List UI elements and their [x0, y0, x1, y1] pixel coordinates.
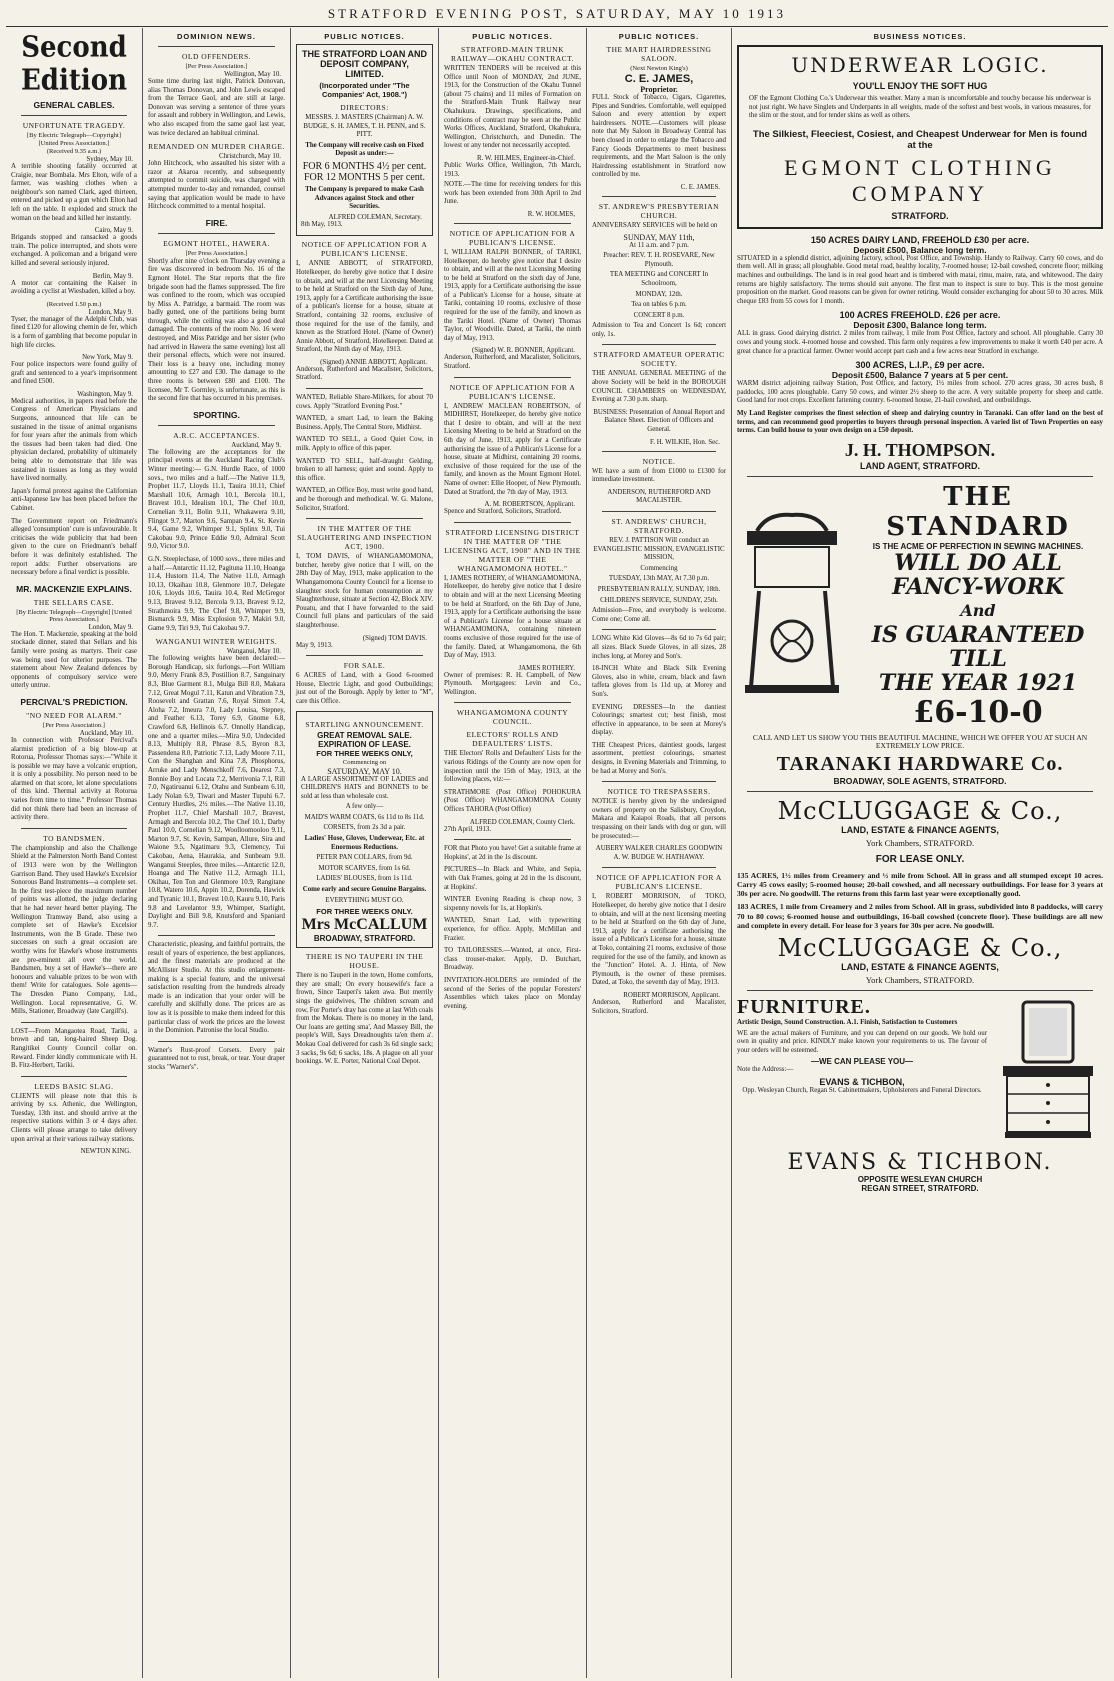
article-heading: REMANDED ON MURDER CHARGE.	[148, 142, 285, 152]
divider	[306, 518, 423, 519]
poem-heading: THERE IS NO TAUPERI IN THE HOUSE.	[305, 952, 424, 971]
received-time: (Received 1.50 p.m.)	[46, 300, 102, 308]
column-public-notices-3	[586, 28, 731, 1678]
company-place: STRATFORD.	[891, 210, 949, 221]
article-text: Tyser, the manager of the Adelphi Club, was fined £120 for allowing chemin de fer, which is a form of gambling that become popular in high life circles.	[11, 315, 137, 349]
ad-subtitle: IS THE ACME OF PERFECTION IN SEWING MACHINES.	[872, 541, 1084, 551]
notice-heading: NOTICE OF APPLICATION FOR A PUBLICAN'S LICENSE.	[301, 240, 428, 259]
egmont-clothing-ad	[737, 45, 1103, 229]
farm-text: SITUATED in a splendid district, adjoining factory, school, Post Office, and Township. Handy to Railway. Carry 60 cows, and do them well. All in grass; all ploughable. Good metal road, healthy locality, 7-roomed house; 12-bail cowshed, concrete floor; milking machines and outbuildings. The land is in real good heart and is timbered with matai, rimu, maire, rata, and whitewood. The dairy returns are highly satisfactory. The terms should suit anyone. The first man to inspect is sure to buy. This is the most genuine proposition on the market. Good reasons can be given for owner retiring. Would consider exchanging for about 50 to 30 acres. Milk cheque £83 from 55 cows for 1 month.	[737, 254, 1103, 305]
column-business-notices	[731, 28, 1108, 1678]
loan-company-ad	[296, 44, 433, 236]
article-heading: LEEDS BASIC SLAG.	[34, 1081, 114, 1091]
column-header: BUSINESS NOTICES.	[873, 32, 967, 41]
farm-heading: 150 ACRES DAIRY LAND, FREEHOLD £30 per acre.	[810, 234, 1030, 245]
divider	[602, 451, 716, 452]
ad-text: PETER PAN COLLARS, from 9d.	[316, 854, 413, 862]
notice-heading: FOR SALE.	[343, 661, 386, 671]
ad-text: CALL AND LET US SHOW YOU THIS BEAUTIFUL MACHINE, WHICH WE OFFER YOU AT SUCH AN EXTREMELY LOW PRICE.	[752, 732, 1088, 751]
agent-title: LAND AGENT, STRATFORD.	[860, 460, 980, 471]
signature: ROBERT MORRISON, Applicant.	[623, 991, 720, 999]
solicitors: Anderson, Rutherford, and Macalister, Solicitors, Stratford.	[444, 354, 581, 371]
divider	[158, 46, 275, 47]
notice-date: 27th April, 1913.	[444, 825, 492, 833]
signature: ALFRED COLEMAN, Secretary.	[328, 213, 422, 221]
notice-text: THE ANNUAL GENERAL MEETING of the above Society will be held in the BOROUGH COUNCIL CHAMBERS on WEDNESDAY, Evening at 7.30 p.m. sharp.	[592, 370, 726, 404]
ad-name: EVANS & TICHBON,	[819, 1077, 905, 1088]
cables-heading: GENERAL CABLES.	[33, 100, 115, 110]
ad-heading: EXPIRATION OF LEASE.	[318, 739, 411, 749]
standard-sewing-ad	[737, 482, 1103, 730]
ad-text: EVERYTHING MUST GO.	[325, 896, 404, 904]
ad-heading: FOR THREE WEEKS ONLY,	[316, 748, 413, 758]
notice-text: 6 ACRES of Land, with a Good 6-roomed House, Electric Light, and good Outbuildings; just out of the Borough. Apply by letter to "M", care this Office.	[296, 672, 433, 705]
notice-text: I, ANDREW MACLEAN ROBERTSON, of MIDHIRST, Hotelkeeper, do hereby give notice that I desire to obtain, and will at the next Licensing Meeting to be held at Stratford on the 6th day of June, 1913, apply for a Certificate authorising the issue of a Publican's License for a house, situate at Midhirst, containing 20 rooms, exclusive of those required for the use of the family, and known as the Mount Egmont Hotel. Name of owner: Ellie Hooper, of New Plymouth. Dated at Stratford, the 7th day of May, 1913.	[444, 402, 581, 496]
dateline: Cairo, May 9.	[94, 227, 133, 235]
notice-heading: ST. ANDREW'S PRESBYTERIAN CHURCH.	[598, 201, 720, 220]
edition-title: Second Edition	[20, 31, 127, 97]
dateline: Wellington, May 10.	[224, 71, 281, 78]
notice-text: Owner of premises: R. H. Campbell, of New Plymouth. Mortgagees: Levin and Co., Wellington.	[444, 671, 581, 696]
notice-text: I, ROBERT MORRISON, of TOKO, Hotelkeeper, do hereby give notice that I desire to obtain, and will at the next licensing meeting to be held at Stratford on the 6th day of June, 1913, apply for a certificate authorising the issue of a Publican's License for a house, situate at Toko, containing 21 rooms, exclusive of those required for the use of the family, and known as the "Junction" Hotel. A. J. Hinta, of New Plymouth, is the owner of these premises. Dated, at Toko, the seventh day of May, 1913.	[592, 893, 726, 987]
article-text: The Hon. T. Mackenzie, speaking at the bold stockade dinner, stated that Sellars and his family were posing as martyrs. Their case was being used for ulterior purposes. The statement about New Zealand defences by opponents of compulsory service were utterly untrue.	[11, 630, 137, 690]
ad-name: C. E. JAMES,	[624, 73, 694, 85]
column-header: DOMINION NEWS.	[177, 32, 256, 41]
furniture-text-block	[737, 996, 987, 1146]
notice-text: THE Electors' Rolls and Defaulters' Lists for the various Ridings of the County are now open for inspection until the 15th of May, 1913, at the following places, viz:—	[444, 750, 581, 784]
dressing-table-icon	[993, 996, 1103, 1146]
article-heading: UNFORTUNATE TRAGEDY.	[22, 121, 126, 130]
ad-text: Note the Address:—	[737, 1066, 794, 1074]
rate-line: FOR 6 MONTHS 4½ per cent.	[302, 160, 427, 172]
agent-address: York Chambers, STRATFORD.	[865, 837, 975, 848]
ad-text: MOTOR SCARVES, from 1s 6d.	[318, 864, 411, 872]
lease-heading: FOR LEASE ONLY.	[875, 853, 965, 865]
ad-text: WE are the actual makers of Furniture, and you can depend on our goods. We hold our own in quality and price. KINDLY make known your requirements to us. The favour of your orders will be esteemed.	[737, 1029, 987, 1054]
article-text: CLIENTS will please note that this is arriving by s.s. Athenic, due Wellington, Tuesday, 13th inst. and should arrive at the respective stations within 3 or 4 days after. Clients will please arrange to take delivery upon arrival at their various railway stations.	[11, 1092, 137, 1143]
article-text: A motor car containing the Kaiser in avoiding a cyclist at Wiesbaden, killed a boy.	[11, 279, 137, 296]
byline: [By Electric Telegraph—Copyright]	[26, 132, 121, 139]
classified-ad: WANTED, Smart Lad, with typewriting experience, for office. Apply, McMillan and Frazier.	[444, 917, 581, 942]
ad-price: £6-10-0	[913, 694, 1043, 730]
signature: (Signed) TOM DAVIS.	[362, 634, 427, 642]
article-text: Some time during last night, Patrick Donovan, alias Thomas Donovan, and John Lewis escaped from the Terrace Gaol, and are still at large. Donovan was serving a sentence of three years for assault and robbery in Wellington, and Lewis, who also escaped from the same gaol last year, was twice declared an habitual criminal.	[148, 78, 285, 137]
solicitors: Anderson, Rutherford and Macalister, Solicitors, Stratford.	[296, 365, 433, 382]
article-text: Four police inspectors were found guilty of graft and sentenced to a year's imprisonment and fined £500.	[11, 361, 137, 386]
divider	[21, 1076, 127, 1077]
ad-text: OF the Egmont Clothing Co.'s Underwear this weather. Many a man is uncomfortable and touchy because his underwear is not just right. We have Singlets and Underpants in all weights, made of the softest and best wools, in various measures, for the slim or the stout, and for tender skins as well as others.	[749, 95, 1091, 120]
ad-date: 8th May, 1913.	[301, 220, 343, 228]
agent-title: LAND, ESTATE & FINANCE AGENTS,	[841, 824, 999, 835]
classified-ad: TO TAILORESSES.—Wanted, at once, First-class trouser-maker. Apply, D. Butchart, Broadway.	[444, 947, 581, 972]
ad-date: SATURDAY, MAY 10.	[327, 766, 402, 776]
notice-date: SUNDAY, MAY 11th,	[623, 232, 695, 242]
ad-script-text: WILL DO ALL	[894, 549, 1062, 576]
ad-text: The Company is prepared to make Cash Advances against Stock and other Securities.	[305, 185, 424, 211]
ad-script-text: And	[960, 600, 996, 620]
sewing-machine-icon	[737, 511, 847, 701]
divider	[602, 344, 716, 345]
dateline: New York, May 9.	[82, 354, 133, 362]
notice-text: ANNIVERSARY SERVICES will be held on	[592, 221, 718, 229]
classified-ad: PICTURES—In Black and White, and Sepia, with Oak Frames, going at 2d in the 1s discount, at Hopkins'.	[444, 866, 581, 891]
ad-text: (Next Newton King's)	[630, 65, 688, 72]
notice-text: At 11 a.m. and 7 p.m.	[629, 241, 689, 249]
ad-address: Opp. Wesleyan Church, Regan St. Cabinetmakers, Upholsterers and Funeral Directors.	[742, 1087, 982, 1095]
received-time: (Received 9.35 a.m.)	[46, 148, 102, 155]
wanted-ad: WANTED, Reliable Share-Milkers, for about 70 cows. Apply "Stratford Evening Post."	[296, 394, 433, 410]
notice-text: Commencing	[640, 564, 678, 572]
agent-title: LAND, ESTATE & FINANCE AGENTS,	[841, 962, 999, 973]
divider	[454, 522, 571, 523]
divider	[21, 115, 127, 116]
ad-subtitle: (Incorporated under "The Companies' Act, 1908.")	[319, 81, 410, 99]
notice-heading: STRATFORD LICENSING DISTRICT IN THE MATTER OF "THE LICENSING ACT, 1908" AND IN THE MATTER OF "THE WHANGAMOMONA HOTEL."	[444, 527, 581, 573]
divider	[747, 791, 1093, 792]
farm-heading: 100 ACRES FREEHOLD. £26 per acre.	[839, 310, 1001, 321]
signature: (Signed) W. R. BONNER, Applicant.	[472, 347, 575, 355]
divider	[21, 1022, 127, 1023]
notice-text: MONDAY, 12th.	[635, 290, 683, 298]
notice-text: WRITTEN TENDERS will be received at this Office until Noon of MONDAY, 2nd JUNE, 1913, for the Construction of the Okahu Tunnel (about 75 chains) and 11 miles of Formation on the Stratford-Main Trunk Railway near Okahukura. Drawings, specifications, and conditions of contract may be seen at the Public Works Offices, Auckland, Stratford, Okahukura, Wellington, Christchurch, and Dunedin. The lowest or any tender not necessarily accepted.	[444, 65, 581, 150]
signature: A. M. ROBERTSON, Applicant.	[484, 501, 575, 509]
notice-places: STRATHMORE (Post Office) POHOKURA (Post Office) WHANGAMOMONA County Offices TAHORA (Post Office)	[444, 788, 581, 814]
dateline: Auckland, May 10.	[79, 729, 133, 737]
article-subheading: "NO NEED FOR ALARM."	[26, 710, 122, 720]
furniture-ad	[737, 996, 1103, 1146]
notice-heading: NOTICE OF APPLICATION FOR A PUBLICAN'S LICENSE.	[449, 228, 576, 247]
article-text: The following weights have been declared:— Borough Handicap, six furlongs.—Fort William 9.0, Merry Frank 8.9, Postillion 8.7, Sanguinary 8.3, Blue Garment 8.1, Mulga Bill 8.0, Makara 7.12, Great Mogul 7.11, Katun and Vibration 7.9, Roosevelt and Grattan 7.6, Royal Simon 7.4, Aloha 7.2, Imeura 7.0, Lady Louisa, Stepney, and Feather 6.13, Torey 6.9, Gnome 6.8, Crawford 6.8, Hellinois 6.7. Onnolly Handicap, one and a quarter miles.—Mira 9.0, Undecided 8.13, Multiply 8.8, Phrase 8.5, Byron 8.3, Passendena 8.0, Patriotic 7.13, Lady Moore 7.11, Con the Shanghan and Kina 7.8, Phosphorus, Arruke and Lady Menschkoff 7.6, Dearest 7.3, Bonnie Boy and Locata 7.2, Merrivonia 7.1, Rill 7.0, Ngatiruanui 6.12, Otahu and Sunbeam 6.10, Lady Nolan 6.9, Tiwari and Master Tupuhi 6.7. Century Hurdles, 2½ miles.—The Native 11.10, Prophet 11.7, Chief Marshall 10.7, Bravest, Armagh and Bercola 10.2, The Chef 10.1, Darby Paul 10.0, Cornelian 9.12, Woolloomooloo 9.11, Marton 9.7, St. Kevin, Sampan, Allure, Sira and Waione 9.5, Ngatimaru 9.3, Clemency, Tui Cakobau, Aena, Haurakia, and Sunbeam 9.0. Wanganui Steeples, three miles.—Antarctic 12.0, Hoanga and The Native 11.2, Armagh 11.1, Okihau, Ten Ton and Glenmore 10.9, Rangitane 10.8, Watero 10.6, Appin 10.2, Dorenda, Hawick and Tyranic 10.1, Bravest 10.0, Kauru 9.10, Paris 9.8 and Lovelantor 9.9, Whimper, Starlight, Daylight and Bill 9.8, Knutsford and Spaniard 9.7.	[148, 655, 285, 929]
article-text: Brigands stopped and ransacked a goods train. The police interrupted, and shots were exchanged. A policeman and a brigand were killed and several seriously injured.	[11, 234, 137, 267]
agent-name: J. H. THOMPSON.	[844, 439, 996, 460]
article-text: Medical authorities, in papers read before the Congress of American Physicians and Surgeons, announced that life can be sustained in the tissue of animal organisms for four years after the animals from which the tissues had been taken had died. One physician declared, probability of ultimately being able to demonstrate that life was sustained in tissues as long as they would have lived normally.	[11, 397, 137, 483]
ad-title: THE STRATFORD LOAN AND DEPOSIT COMPANY, LIMITED.	[302, 49, 427, 79]
ad-title: THE STANDARD	[886, 481, 1070, 542]
farm-register: My Land Register comprises the finest selection of sheep and dairying country in Taranaki. Can offer land on the best of terms, and can recommend good properties to buyers through personal inspection. A varied list of Town Properties on easy terms. Can build house to your own design on a £50 deposit.	[737, 409, 1103, 435]
divider	[158, 233, 275, 234]
notice-text: Admission—Free, and everybody is welcome. Come one; Come all.	[592, 607, 726, 623]
dateline: Berlin, May 9.	[92, 272, 133, 280]
classified-ad: 18-INCH White and Black Silk Evening Gloves, also in white, cream, black and fawn taffeta gloves from 1s 11d up, at Morey and Son's.	[592, 665, 726, 698]
notice-heading: ST. ANDREWS' CHURCH, STRATFORD.	[611, 517, 707, 535]
sewing-ad-text	[853, 482, 1103, 730]
wanted-ad: WANTED TO SELL, a Good Quiet Cow, in milk. Apply to office of this paper.	[296, 436, 433, 453]
notice-heading: NOTICE OF APPLICATION FOR A PUBLICAN'S LICENSE.	[449, 382, 576, 401]
ad-address: BROADWAY, STRATFORD.	[313, 934, 416, 944]
notice-text: NOTICE is hereby given by the undersigned owners of property on the Salisbury, Croydon, Makara and Kaiapoi Roads, that all persons trespassing on their lands with dog or gun, will be prosecuted:—	[592, 798, 726, 840]
ad-subtitle: YOU'LL ENJOY THE SOFT HUG	[852, 81, 988, 91]
column-public-notices-2	[438, 28, 586, 1678]
masthead-rule	[6, 26, 1108, 27]
ad-text: Proprietor.	[640, 85, 678, 94]
notice-date: May 9, 1913.	[296, 641, 333, 649]
article-text: Shortly after nine o'clock on Thursday evening a fire was discovered in bedroom No. 16 of the Egmont Hotel. The Star reports that the fire brigade soon had the flames suppressed. The fire was confined to the room, which was occupied by Miss A. Patridge, a barmaid. The room was badly gutted, one of the partitions being burnt through, while the ceiling was also a good deal damaged. The contents of the room No. 16 were destroyed, and Miss Patridge and her sister (who had arrived in Hawera the same evening) lost all their personal effects, which were not insured. Their loss is a heavy one, including money amounting to £27 and £30. The damage to the three rooms is between £80 and £100. The licensee, Mr T. Gormley, is unfortunate, as this is the second fire that has occurred in his premises.	[148, 257, 285, 403]
evans-opposite: OPPOSITE WESLEYAN CHURCH	[857, 1175, 983, 1185]
lease-text: 183 ACRES, 1 mile from Creamery and 2 miles from School. All in grass, subdivided into 8 paddocks, will carry 70 to 80 cows; 6-roomed house and outbuildings, 16-bail cowshed (concrete floor). These buildings are all new and complete in every detail. For lease for 3 years for 30s per acre. No goodwill.	[737, 902, 1103, 930]
ad-heading: GREAT REMOVAL SALE.	[317, 730, 412, 740]
hardware-address: BROADWAY, SOLE AGENTS, STRATFORD.	[833, 775, 1007, 786]
notice-text: BUSINESS: Presentation of Annual Report and Balance Sheet. Election of Officers and General.	[593, 408, 725, 434]
divider	[602, 629, 716, 630]
signature: NEWTON KING.	[80, 1148, 131, 1156]
agent-address: York Chambers, STRATFORD.	[865, 975, 975, 986]
ad-text: The Company will receive cash on Fixed Deposit as under:—	[305, 141, 424, 158]
signature: R. W. HOLMES,	[527, 210, 575, 218]
notice-heading: NOTICE.	[642, 456, 676, 466]
notice-heading: STRATFORD-MAIN TRUNK RAILWAY—OKAHU CONTRACT.	[450, 45, 575, 63]
article-text: The following are the acceptances for the principal events at the Auckland Racing Club's Winter meeting:— G.N. Hurdle Race, of 1000 sovs., two miles and a half.—The Native 11.9, Prophet 11.7, Lloyds 11.1, Tauira 10.11, Chief Marshall 10.6, Armagh 10.1, Bercola 10.1, Bravest 10.1, Idealism 10.1, The Chef 10.0, Cornelian 9.11, Bolin 9.11, Whakawera 9.10, Flingot 9.7, Marton 9.6, Sampan 9.4, St. Kevin 9.4, Game 9.2, Whimper 9.1, Splinx 9.0, Tui Cakobau 9.0, Prince Eddie 9.0, Admiral Scott 9.0, Victor 9.0.	[148, 448, 285, 551]
signature: (Signed) ANNIE ABBOTT, Applicant.	[320, 358, 427, 366]
notice-text: Public Works Office, Wellington, 7th March, 1913.	[444, 161, 581, 178]
poem-text: There is no Tauperi in the town, Home comforts, they are small; On every housewife's face a frown, Since Tauperi's taken awa. But merrily sings the guidwives, The children scream and row, For Porter's dray has come at last With coals from the Mokau. There is no money in the land, Our loans are getting sma', And Massey Bill, the people's Will, Says Dreadnoughts ta'en them a'. Mokau Coal delivered for cash 3s 6d single sack; 3 sacks, 9s 6d; 6 sacks, 18s. A plague on all your bookings. W. E. Porter, National Coal Depot.	[296, 972, 433, 1066]
solicitors: Anderson, Rutherford and Macalister, Solicitors, Stratford.	[592, 998, 726, 1015]
ad-script-text: FANCY-WORK	[892, 573, 1064, 600]
ad-text: Commencing on	[342, 758, 387, 766]
dateline: Washington, May 9.	[77, 390, 133, 398]
notice-text: PRESBYTERIAN RALLY, SUNDAY, 18th.	[597, 585, 721, 593]
notice-text: WE have a sum of from £1000 to £1300 for immediate investment.	[592, 467, 726, 484]
company-name: EGMONT CLOTHING	[784, 154, 1056, 180]
farm-deposit: Deposit £500, Balance 7 years at 5 per cent.	[831, 370, 1009, 381]
evans-name: EVANS & TICHBON.	[787, 1150, 1053, 1176]
byline: [By Electric Telegraph—Copyright] [United Press Association.]	[16, 608, 132, 623]
mccluggage-name: McCLUGGAGE & Co.,	[777, 934, 1063, 963]
ad-script-text: IS GUARANTEED	[871, 621, 1085, 648]
classified-ad: INVITATION-HOLDERS are reminded of the second of the Series of the popular Foresters' Assemblies which takes place on Monday evening.	[444, 976, 581, 1010]
classified-ad: FOR that Photo you have! Get a suitable frame at Hopkins', at 2d in the 1s discount.	[444, 845, 581, 861]
notice-text: I, JAMES ROTHERY, of WHANGAMOMONA, Hotelkeeper, do hereby give notice that I desire to obtain and will at the next Licensing Meeting to be held at Stratford, on the 6th Day of June, 1913, apply for a Certificate authorising the issue of a Publican's License for a house situate at WHANGAMOMONA, containing nineteen rooms exclusive of those required for the use of the family. Dated, at Whangamomona, the 6th Day of May, 1913.	[444, 574, 581, 660]
ad-text: Come early and secure Genuine Bargains.	[302, 886, 427, 894]
ad-script-text: THE YEAR 1921	[878, 669, 1078, 696]
notice-text: Admission to Tea and Concert 1s 6d; concert only, 1s.	[592, 322, 726, 338]
wanted-ad: WANTED TO SELL, half-draught Gelding, broken to all harness; quiet and sound. Apply to this office.	[296, 457, 433, 482]
ad-text: —WE CAN PLEASE YOU—	[810, 1057, 914, 1067]
notice-heading: NOTICE OF APPLICATION FOR A PUBLICAN'S LICENSE.	[596, 873, 722, 892]
farm-deposit: Deposit £300, Balance long term.	[853, 320, 987, 331]
notice-heading: WHANGAMOMONA COUNTY COUNCIL.	[456, 708, 569, 727]
byline: [Per Press Association.]	[185, 249, 248, 257]
column-header: PUBLIC NOTICES.	[472, 32, 553, 41]
divider	[454, 839, 571, 840]
classified-ad: LONG White Kid Gloves—8s 6d to 7s 6d pair; all sizes. Black Suede Gloves, in all sizes, 28 inches long, at Morey and Son's.	[592, 635, 726, 660]
ad-heading: DIRECTORS:	[340, 103, 389, 112]
column-general-cables	[6, 28, 142, 1678]
notice-heading: IN THE MATTER OF THE SLAUGHTERING AND INSPECTION ACT, 1900.	[297, 524, 432, 552]
wanted-ad: WANTED, a smart Lad, to learn the Baking Business. Apply, The Central Store, Midhirst.	[296, 415, 433, 431]
ad-text: The Silkiest, Fleeciest, Cosiest, and Cheapest Underwear for Men is found at the	[752, 128, 1088, 151]
ad-title: UNDERWEAR LOGIC.	[791, 53, 1049, 77]
divider	[602, 867, 716, 868]
lost-notice: LOST—From Mangaotea Road, Tariki, a brown and tan, long-haired Sheep Dog. Rangitikei County Council collar on. Reward. Finder kindly communicate with H. B. Fitz-Herbert, Tariki.	[11, 1027, 137, 1070]
ad-text: Ladies' Hose, Gloves, Underwear, Etc. at Enormous Reductions.	[304, 835, 425, 851]
classified-ad: THE Cheapest Prices, daintiest goods, largest assortment, prettiest colourings, smartest designs, in Evening Materials and Trimming, to be had at Morey and Son's.	[592, 741, 726, 775]
corsets-ad: Warner's Rust-proof Corsets. Every pair guaranteed not to rust, break, or tear. Your draper stocks "Warner's".	[148, 1046, 285, 1071]
dateline: Christchurch, May 10.	[218, 153, 281, 161]
notice-heading: STRATFORD AMATEUR OPERATIC SOCIETY.	[593, 350, 725, 369]
column-dominion-news	[142, 28, 290, 1678]
article-text: G.N. Steeplechase, of 1000 sovs., three miles and a half.—Antarctic 11.12, Pagituna 11.10, Hoanga 11.4, Hustorn 11.4, The Native 11.0, Armagh 10.13, Okaihau 10.8, Glenmore 10.7, Delegate 10.6, Lloyds 10.6, Tauira 10.4, Red McGregor 9.13, Bravest 9.12, Bercola 9.13, Bravest 9.12, Strathmoira 9.9, The Chef 9.8, Whimper 9.9, Bismarck 9.9, Miss Explosion 9.7, Makiri 9.0, Game 9.9, Tiri 9.9, Tui Cakobau 9.7.	[148, 555, 285, 632]
dateline: Auckland, May 9.	[231, 441, 281, 449]
article-heading: TO BANDSMEN.	[43, 833, 105, 843]
company-name: COMPANY	[851, 180, 988, 206]
rate-line: FOR 12 MONTHS 5 per cent.	[303, 171, 426, 183]
notice-heading: NOTICE TO TRESPASSERS.	[607, 787, 711, 797]
removal-sale-ad	[296, 711, 433, 949]
divider	[21, 828, 127, 829]
divider	[602, 781, 716, 782]
ad-text: CORSETS, from 2s 3d a pair.	[323, 824, 406, 832]
notice-text: CONCERT 8 p.m.	[633, 311, 685, 319]
newspaper-page	[6, 28, 1108, 1678]
byline: [Per Press Association.]	[185, 63, 248, 70]
signature: ANDERSON, RUTHERFORD AND MACALISTER.	[607, 488, 711, 505]
divider	[306, 388, 423, 389]
classified-ad: EVENING DRESSES—In the dantiest Colourings; smartest cut; best finish, most effective in appearance, to be seen at Morey's display.	[592, 703, 726, 737]
divider	[602, 196, 716, 197]
notice-text: TUESDAY, 13th MAY, At 7.30 p.m.	[608, 575, 710, 583]
dateline: London, May 9.	[88, 308, 133, 316]
column-header: PUBLIC NOTICES.	[324, 32, 405, 41]
solicitors: Spence and Stratford, Solicitors, Stratford.	[444, 508, 562, 516]
ad-heading: THE MART HAIRDRESSING SALOON.	[606, 45, 712, 63]
signature: ALFRED COLEMAN, County Clerk.	[469, 818, 575, 826]
article-subheading: THE SELLARS CASE.	[33, 597, 115, 607]
ad-text: A LARGE ASSORTMENT OF LADIES and CHILDREN'S HATS and BONNETS to be sold at less than wholesale cost.	[301, 775, 428, 800]
studio-ad: Characteristic, pleasing, and faithful portraits, the result of years of experience, the best appliances, and the finest materials are produced at the McAllister Studio. At this studio enlargement-making is a special feature, and the universal satisfaction resulting from the hundreds already made is an indication that your order will be carefully and skilfully done. The prices are as low as it is possible to make them indeed for this particular class of work the prices are the lowest in the Dominion. Patronise the local Studio.	[148, 941, 285, 1035]
article-heading: PERCIVAL'S PREDICTION.	[20, 696, 128, 707]
notice-text: REV. J. PATTISON Will conduct an EVANGELISTIC MISSION, EVANGELISTIC MISSION,	[593, 537, 725, 562]
ad-text: MESSRS. J. MASTERS (Chairman) A. W. BUDGE, S. H. JAMES, T. H. PENN, and S. PITT.	[303, 114, 426, 139]
notice-text: Preacher: REV. T. H. ROSEVARE, New Plymouth.	[603, 252, 715, 268]
notice-names: AUBERY WALKER CHARLES GOODWIN A. W. BUDGE W. HATHAWAY.	[595, 845, 723, 861]
divider	[158, 1041, 275, 1042]
byline: [United Press Association.]	[38, 140, 110, 147]
ad-text: FULL Stock of Tobacco, Cigars, Cigarettes, Pipes and Sundries. Comfortable, well equipped Saloon and every attention by expert hairdressers. NOTE.—Customers will please note that My Saloon in Broadway Central has been closed in order to enlarge the Tobacco and Fancy Goods Departments to meet business requirements, and the Mart Saloon is the only Hairdressing establishment in Stratford now controlled by me.	[592, 94, 726, 179]
notice-text: Tea on tables 6 p.m.	[631, 301, 687, 309]
article-subheading: A.R.C. ACCEPTANCES.	[173, 430, 260, 440]
farm-text: ALL in grass. Good dairying district. 2 miles from railway, 1 mile from Post Office, factory and school. All ploughable. Carry 30 cows and young stock. 4-roomed house and cowshed. This farm only requires a few improvements to make it worth £40 per acre. A great chance for a practical farmer. Owner would accept part cash and a few acres near Stratford in exchange.	[737, 330, 1103, 355]
masthead: STRATFORD EVENING POST, SATURDAY, MAY 10 1913	[327, 6, 787, 21]
article-subheading: WANGANUI WINTER WEIGHTS.	[155, 637, 278, 647]
dateline: Sydney, May 10.	[86, 156, 133, 163]
mccluggage-name: McCLUGGAGE & Co.,	[777, 796, 1063, 825]
article-text: Japan's formal protest against the Californian anti-Japanese law has been placed before the Cabinet.	[11, 487, 137, 512]
signature: JAMES ROTHERY.	[518, 664, 575, 672]
divider	[306, 655, 423, 656]
notice-text: TEA MEETING and CONCERT In Schoolroom,	[609, 271, 709, 287]
farm-deposit: Deposit £500, Balance long term.	[853, 244, 987, 255]
article-heading: SPORTING.	[193, 409, 240, 420]
article-text: The championship and also the Challenge Shield at the Palmerston North Band Contest of 1913 were won by the Wellington Garrison Band. They used Hawke's Excelsior Sonorous Band Instruments—a complete set. In the first test-piece the maximum number of points was allotted, the judge declaring that he had never heard better playing. The Wellington Tramway Band, also using a complete set of Hawke's Excelsior Instruments, won the B Grade. These two successes on such a great occasion are worthy wins for Hawke's whose instruments are pre-eminent all over the world. Bandsmen, buy a set of Hawke's—there are honours and valuable prizes to be won with them! Write for catalogues. Sole agents—The Dresden Piano Company, Ltd., Wellington. Local representative, G. W. Mills, Stationer, Broadway (late Cargill's).	[11, 844, 137, 1016]
divider	[454, 223, 571, 224]
article-heading: OLD OFFENDERS.	[181, 52, 252, 61]
ad-text: LADIES' BLOUSES, from 1s 11d.	[316, 875, 413, 883]
mccallum-name: Mrs McCALLUM	[301, 916, 428, 934]
hardware-name: TARANAKI HARDWARE Co.	[776, 752, 1064, 775]
notice-text: I, WILLIAM RALPH BONNER, of TARIKI, Hotelkeeper, do hereby give notice that I desire to obtain, and will at the next Licensing Meeting to be held at Stratford on the sixth day of June, 1913, apply for a Certificate authorising the issue of a Publican's License for a house, situate at Tariki, containing 10 rooms, exclusive of those required for the use of the family, and known as the Tariki Hotel. (Name of Owner) Thomas Taylor, of Woodville. Dated, at Tariki, the ninth day of May, 1913.	[444, 248, 581, 342]
ad-title: FURNITURE.	[737, 996, 871, 1019]
evans-street: REGAN STREET, STRATFORD.	[861, 1184, 979, 1194]
divider	[602, 511, 716, 512]
article-text: In connection with Professor Percival's alarmist prediction of a big blow-up at Rotorua, Professor Thomas says:—"While it is possible we may have a volcanic eruption, it is only a possibility. No person need to be alarmed on that score, let alone speculations of this kind. Thermal activity at Rotorua varies from time to time." Professor Thomas did not think there had been an increase of activity there.	[11, 736, 137, 822]
article-heading: MR. MACKENZIE EXPLAINS.	[16, 583, 132, 594]
lease-text: 135 ACRES, 1½ miles from Creamery and ½ mile from School. All in grass and all stumped except 10 acres. Carry 45 cows easily; 5-roomed house; 20-bail cowshed, and all necessary outbuildings. For lease for 3 years at 30s per acre. No goodwill. The returns from this farm last year were exceptionally good.	[737, 870, 1103, 899]
article-subheading: EGMONT HOTEL, HAWERA.	[163, 238, 270, 248]
byline: [Per Press Association.]	[43, 721, 105, 729]
divider	[747, 476, 1093, 477]
ad-text: FOR THREE WEEKS ONLY.	[316, 907, 413, 917]
dateline: Wanganui, May 10.	[226, 648, 281, 656]
signature: C. E. JAMES.	[680, 183, 720, 191]
divider	[158, 425, 275, 426]
notice-text: CHILDREN'S SERVICE, SUNDAY, 25th.	[600, 596, 718, 604]
divider	[454, 702, 571, 703]
notice-subheading: ELECTORS' ROLLS AND DEFAULTERS' LISTS.	[466, 730, 559, 749]
notice-text: NOTE.—The time for receiving tenders for this work has been extended from 30th April to 2nd June.	[444, 181, 581, 206]
classified-ad: WINTER Evening Reading is cheap now, 3 sixpenny novels for 1s, at Hopkin's.	[444, 896, 581, 912]
notice-text: I, ANNIE ABBOTT, of STRATFORD, Hotelkeeper, do hereby give notice that I desire to obtain, and will at the next Licensing Meeting to be held at Stratford on the Sixth day of June, 1913, apply for a Certificate authorising the issue of a publican's license for a house, situate at Stratford, containing 32 rooms, exclusive of those required for the use of the family, and known as the Stratford Hotel. (Name of Owner) Annie Abbott, of Stratford, Hotelkeeper. Dated at Stratford, the Ninth day of May, 1913.	[296, 260, 433, 354]
column-public-notices-1	[290, 28, 438, 1678]
ad-text: MAID'S WARM COATS, 6s 11d to 8s 11d.	[304, 813, 425, 821]
ad-subtitle: Artistic Design, Sound Construction. A.1. Finish, Satisfaction to Customers	[737, 1019, 958, 1027]
article-heading: FIRE.	[205, 217, 228, 228]
dateline: London, May 9.	[88, 623, 133, 631]
signature: F. H. WILKIE, Hon. Sec.	[650, 438, 720, 446]
article-text: John Hitchcock, who assaulted his sister with a razor at Akaroa recently, and subsequently attempted to commit suicide, was charged with attempted murder to-day and remanded, counsel saying that application would be made to have Hitchcock committed to a mental hospital.	[148, 160, 285, 211]
ad-text: A few only—	[345, 803, 384, 811]
notice-text: I, TOM DAVIS, of WHANGAMOMONA, butcher, hereby give notice that I will, on the 28th Day of May, 1913, make application to the Whangamomona County Council for a license to slaughter stock for human consumption at my Slaughterhouse, situate at Section 42, Block XIV. Pouatu, and that I have forwarded to the said Council full plans and particulars of the said slaughterhouse.	[296, 553, 433, 629]
divider	[454, 377, 571, 378]
wanted-ad: WANTED, an Office Boy, must write good hand, and be thorough and methodical. W. G. Malone, Solicitor, Stratford.	[296, 487, 433, 512]
ad-heading: STARTLING ANNOUNCEMENT.	[305, 719, 424, 729]
column-header: PUBLIC NOTICES.	[618, 32, 700, 41]
article-text: A terrible shooting fatality occurred at Craigie, near Bombala. Mrs Elton, wife of a farmer, was washing clothes when a neighbour's son named Clark, aged thirteen, entered and picked up a gun which Elton had left on the table. It exploded and struck the woman on the head and killed her instantly.	[11, 163, 137, 222]
ad-script-text: TILL	[949, 645, 1007, 672]
signature: R. W. HILMES, Engineer-in-Chief.	[476, 154, 575, 162]
divider	[747, 990, 1093, 991]
farm-heading: 300 ACRES, L.I.P., £9 per acre.	[855, 360, 985, 371]
farm-text: WARM district adjoining railway Station, Post Office, and factory, 1½ miles from school. 270 acres grass, 30 acres bush, 8 paddocks, 100 acres ploughable. Carry 50 cows, and winter 2½ sheep to the acre. A very suitable property for sheep and cattle. Good land for root crops. Excellent fattening country. 6-roomed house, 21-bail cowshed, and outbuildings.	[737, 380, 1103, 405]
article-text: The Government report on Friedmann's alleged 'consumption' cure is unfavourable. It criticises the wide publicity that had been given to the cure on Friedmann's behalf before it was definitely established. The report adds: Further observations are necessary before a final verdict is possible.	[11, 517, 137, 577]
divider	[158, 935, 275, 936]
